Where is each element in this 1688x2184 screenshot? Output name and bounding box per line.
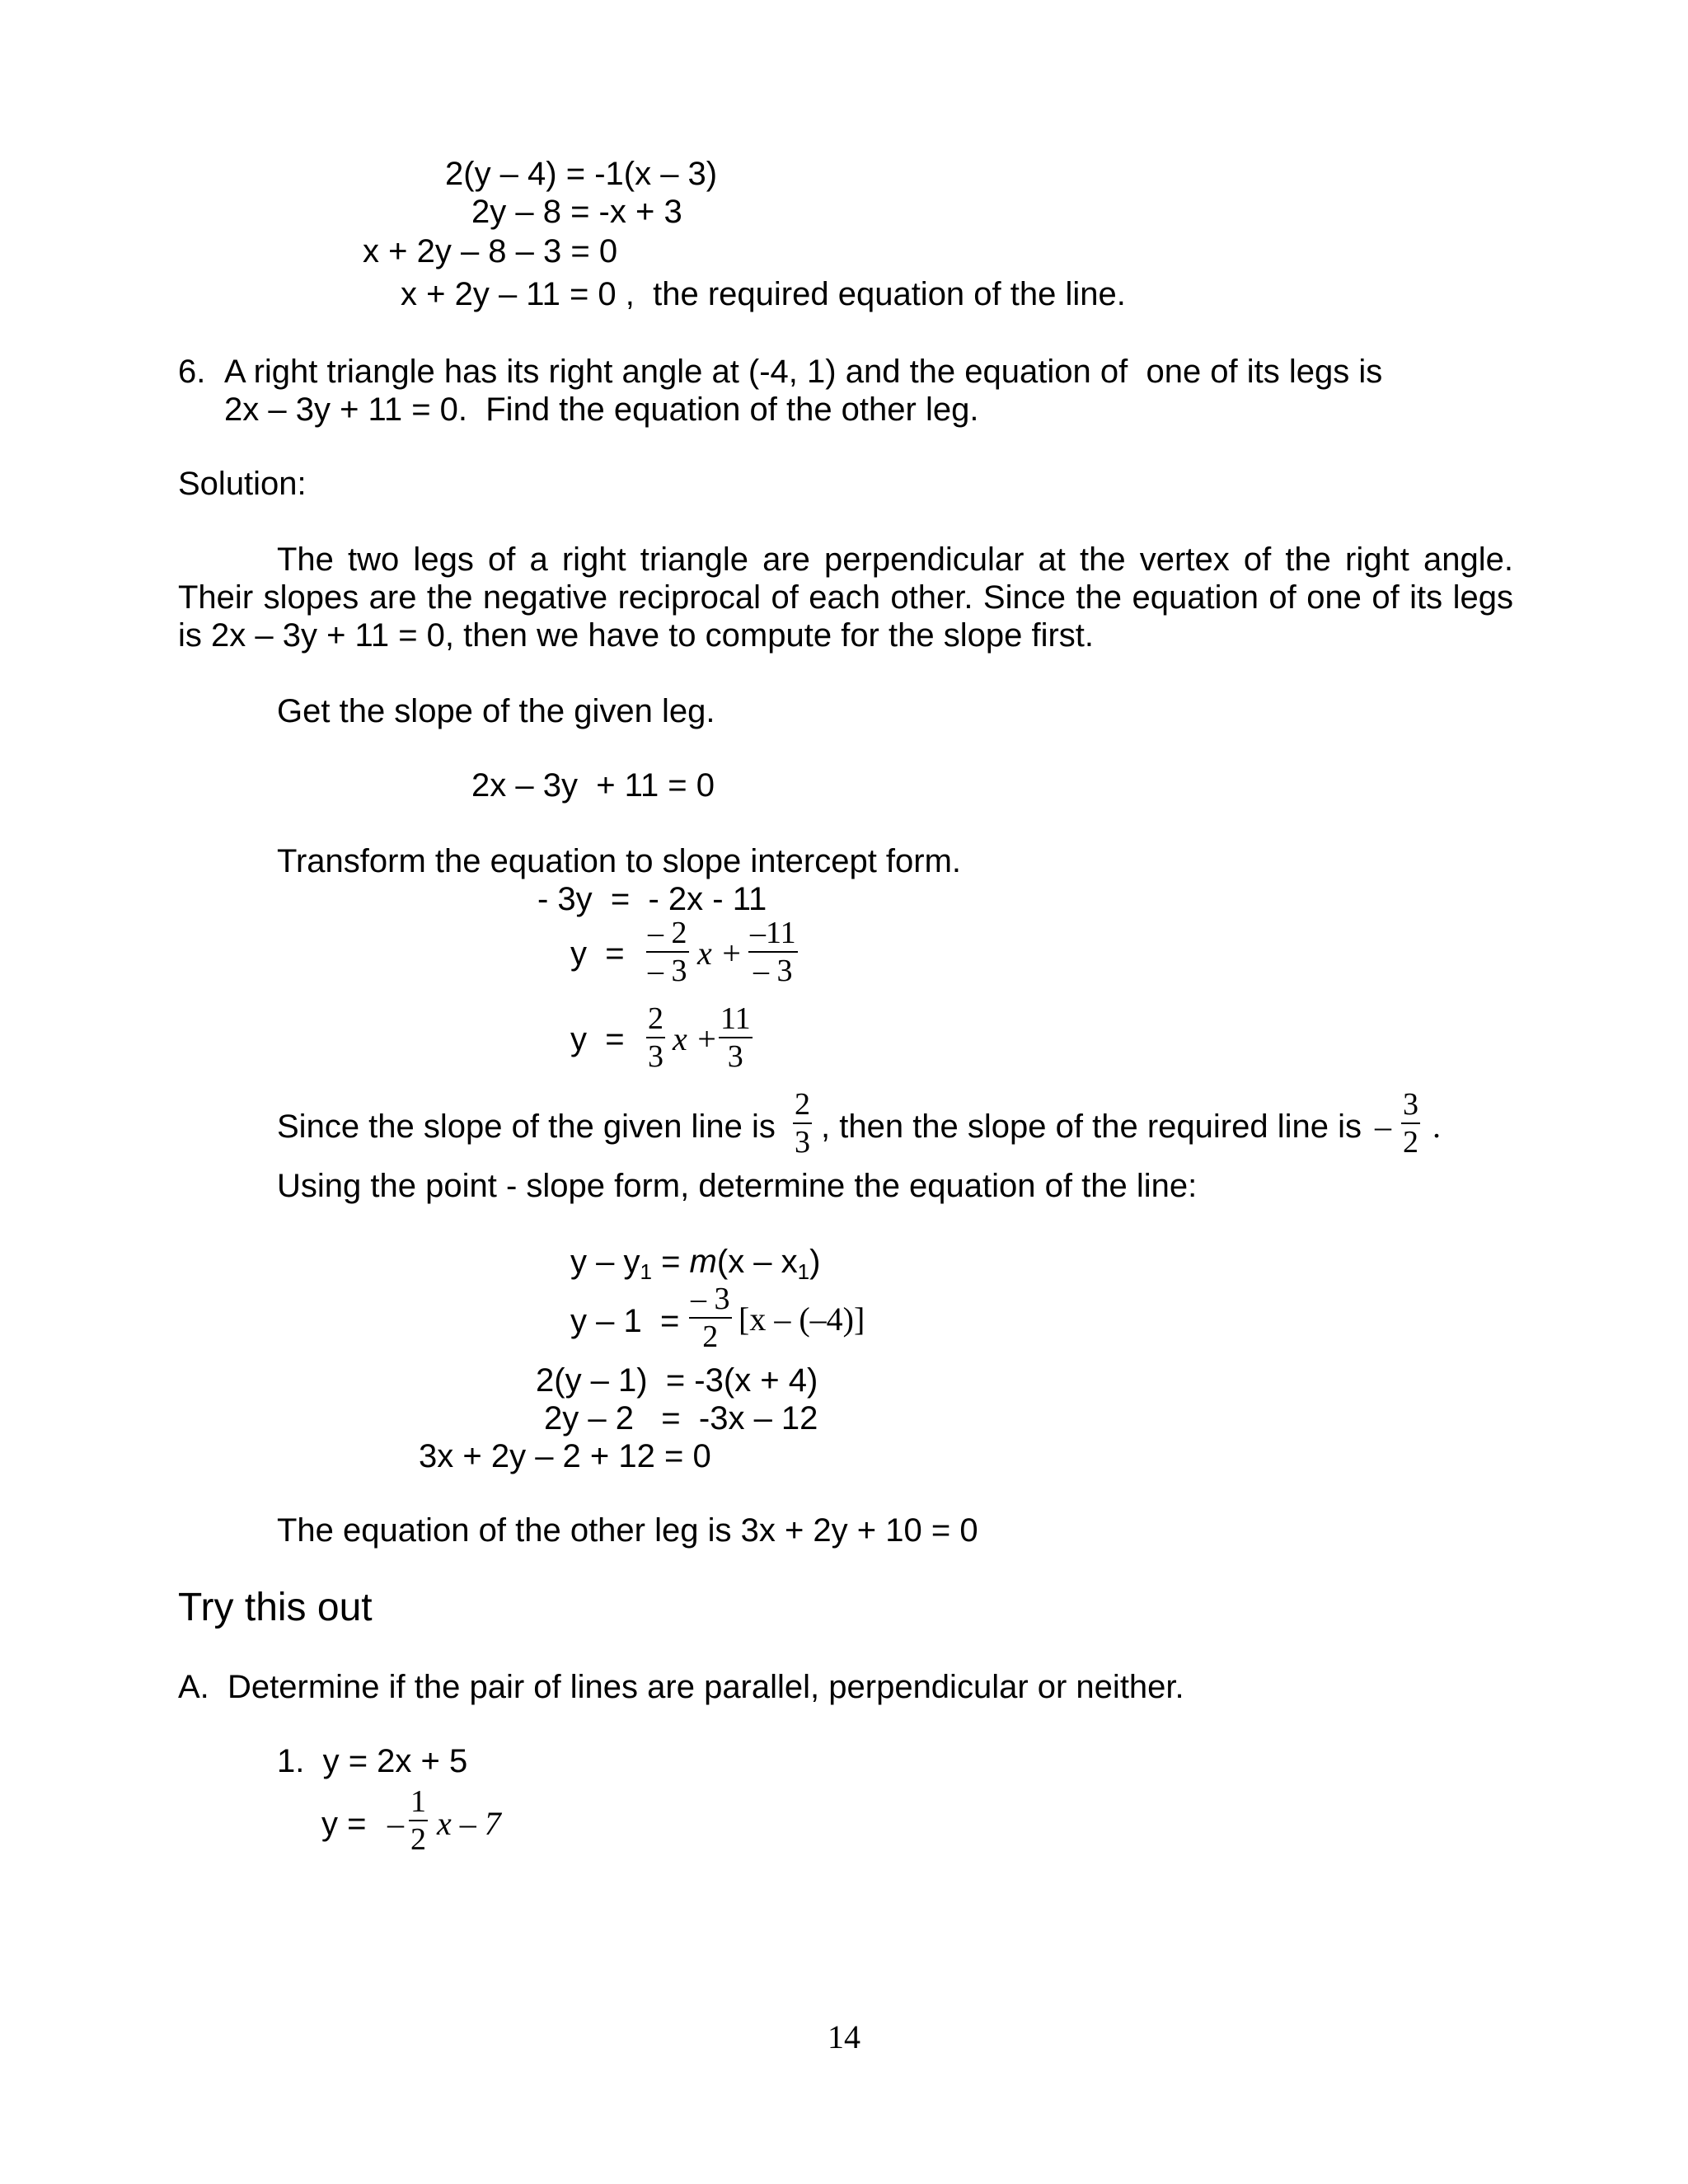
- ps-line-3: 2(y – 1) = -3(x + 4): [536, 1362, 818, 1399]
- explanation-paragraph: [178, 541, 1513, 654]
- required-slope-fraction: [1401, 1088, 1420, 1159]
- fraction-numerator: 2: [648, 1001, 663, 1036]
- ps-line-4: 2y – 2 = -3x – 12: [544, 1400, 818, 1436]
- using-point-slope: Using the point - slope form, determine the equation of the line:: [277, 1168, 1198, 1204]
- ps-sub-y: 1: [640, 1259, 652, 1284]
- fraction-denominator: 3: [648, 1039, 663, 1074]
- fraction-denominator: – 3: [648, 954, 687, 988]
- fraction-numerator: 1: [410, 1784, 426, 1819]
- ps-bracket: [x – (–4)]: [738, 1301, 865, 1338]
- fraction-bar: [409, 1820, 428, 1821]
- period: .: [1432, 1108, 1441, 1145]
- ps-fraction: [689, 1282, 732, 1353]
- part-a-instruction: A. Determine if the pair of lines are parallel, perpendicular or neither.: [178, 1669, 1184, 1705]
- fraction-numerator: 3: [1403, 1087, 1418, 1122]
- negative-sign: –: [1375, 1108, 1391, 1145]
- conclusion: The equation of the other leg is 3x + 2y + 10 = 0: [277, 1512, 978, 1549]
- question-1-tail: x – 7: [437, 1805, 501, 1842]
- problem-line-1: A right triangle has its right angle at (-4, 1) and the equation of one of its legs is: [224, 354, 1383, 390]
- fraction-denominator: – 3: [753, 954, 793, 988]
- fraction-bar: [1401, 1122, 1420, 1124]
- ps-line-2-left: y – 1 =: [570, 1303, 680, 1339]
- fraction-neg2-neg3: [646, 916, 689, 987]
- since-text-a: Since the slope of the given line is: [277, 1108, 776, 1145]
- ps-close: ): [809, 1244, 821, 1280]
- fraction-numerator: 2: [795, 1087, 810, 1122]
- question-1-negative: –: [387, 1805, 404, 1842]
- x-plus-2: x +: [673, 1020, 718, 1057]
- fraction-denominator: 2: [410, 1822, 426, 1857]
- try-this-out-heading: Try this out: [178, 1586, 373, 1629]
- problem-line-2: 2x – 3y + 11 = 0. Find the equation of the other leg.: [224, 391, 979, 428]
- ps-m: m: [689, 1244, 717, 1280]
- eq-line-3: x + 2y – 8 – 3 = 0: [363, 233, 618, 269]
- fraction-bar: [646, 951, 689, 953]
- step-get-slope: Get the slope of the given leg.: [277, 693, 715, 729]
- fraction-numerator: –11: [750, 916, 796, 950]
- point-slope-formula: [570, 1243, 821, 1284]
- fraction-denominator: 2: [702, 1319, 719, 1354]
- fraction-bar: [689, 1317, 732, 1319]
- x-plus-1: x +: [697, 935, 743, 972]
- solution-label: Solution:: [178, 466, 307, 502]
- fraction-bar: [748, 951, 798, 953]
- question-1-fraction: [409, 1785, 428, 1856]
- fraction-numerator: – 2: [648, 916, 687, 950]
- eq-line-4: x + 2y – 11 = 0 , the required equation of the line.: [401, 276, 1126, 312]
- fraction-11-3: [719, 1002, 753, 1073]
- slope-intercept-line-1: - 3y = - 2x - 11: [537, 881, 767, 917]
- step-transform: Transform the equation to slope intercept form.: [277, 843, 962, 879]
- given-slope-fraction: [793, 1088, 812, 1159]
- fraction-denominator: 3: [727, 1039, 743, 1074]
- eq-line-2: 2y – 8 = -x + 3: [471, 194, 682, 230]
- ps-x-open: (x – x: [716, 1244, 798, 1280]
- ps-y: y – y: [570, 1244, 640, 1280]
- question-1-y-equals: y =: [321, 1806, 367, 1842]
- paragraph-text: The two legs of a right triangle are perpendicular at the vertex of the right angle. Their slopes are the negative reciprocal of each other. Since the equation of one of its legs is 2x – 3y + 11 = 0, then we have to compute for the slope first.: [178, 541, 1513, 654]
- since-text-b: , then the slope of the required line is: [821, 1108, 1362, 1145]
- given-equation: 2x – 3y + 11 = 0: [471, 767, 715, 804]
- fraction-bar: [719, 1037, 753, 1038]
- fraction-2-3: [646, 1002, 665, 1073]
- ps-line-5: 3x + 2y – 2 + 12 = 0: [419, 1438, 711, 1474]
- fraction-bar: [793, 1122, 812, 1124]
- fraction-denominator: 3: [795, 1125, 810, 1160]
- fraction-numerator: – 3: [691, 1282, 730, 1316]
- question-1-line-1: 1. y = 2x + 5: [277, 1743, 468, 1779]
- fraction-numerator: 11: [720, 1001, 751, 1036]
- fraction-denominator: 2: [1403, 1125, 1418, 1160]
- fraction-neg11-neg3: [748, 916, 798, 987]
- problem-number: 6.: [178, 354, 206, 390]
- y-equals-2: y =: [570, 1021, 625, 1057]
- eq-line-1: 2(y – 4) = -1(x – 3): [445, 156, 718, 192]
- page-number: 14: [828, 2018, 860, 2055]
- y-equals-1: y =: [570, 935, 625, 972]
- ps-eq: =: [651, 1244, 690, 1280]
- fraction-bar: [646, 1037, 665, 1038]
- ps-sub-x: 1: [797, 1259, 810, 1284]
